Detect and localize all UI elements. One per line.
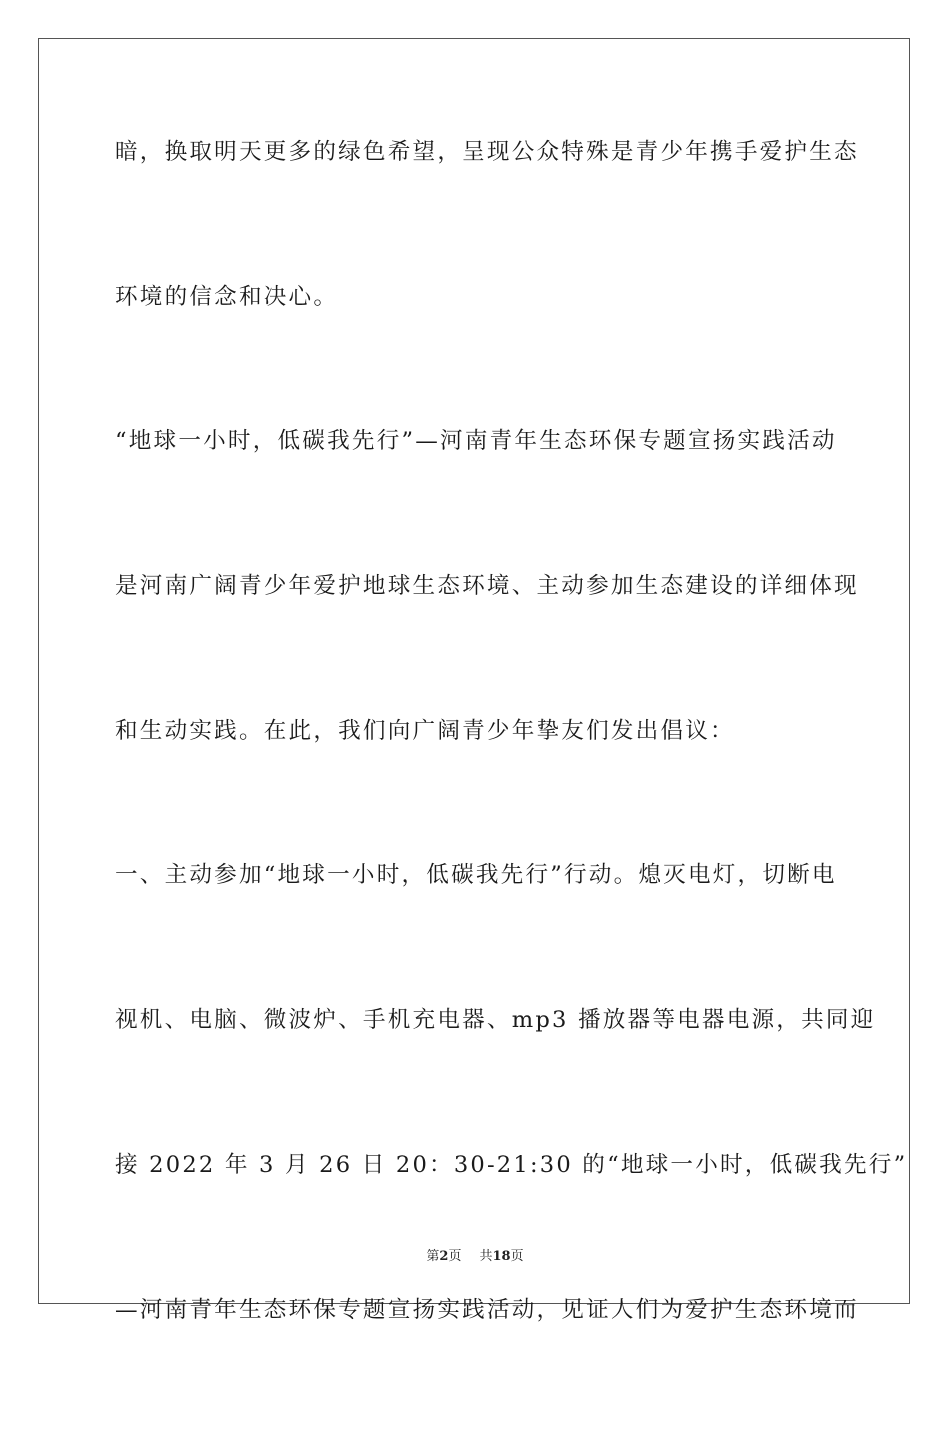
text-line: 和生动实践。在此，我们向广阔青少年挚友们发出倡议： — [115, 717, 735, 744]
text-line: “地球一小时，低碳我先行”—河南青年生态环保专题宣扬实践活动 — [115, 428, 837, 455]
document-body — [115, 130, 908, 1432]
text-line: 环境的信念和决心。 — [115, 283, 339, 310]
page-number: 2 — [439, 1249, 449, 1264]
page-prefix: 第 — [426, 1249, 440, 1264]
page-suffix: 页 — [448, 1249, 462, 1264]
total-prefix: 共 — [479, 1249, 493, 1264]
text-line: 是河南广阔青少年爱护地球生态环境、主动参加生态建设的详细体现 — [115, 573, 859, 600]
total-suffix: 页 — [510, 1249, 524, 1264]
text-line: 一、主动参加“地球一小时，低碳我先行”行动。熄灭电灯，切断电 — [115, 862, 837, 889]
text-line: 暗，换取明天更多的绿色希望，呈现公众特殊是青少年携手爱护生态 — [115, 139, 859, 165]
page-footer — [0, 1247, 950, 1267]
total-pages: 18 — [492, 1249, 511, 1264]
text-line: 接 2022 年 3 月 26 日 20：30-21:30 的“地球一小时，低碳我先行” — [115, 1151, 908, 1178]
text-line: 视机、电脑、微波炉、手机充电器、mp3 播放器等电器电源，共同迎 — [115, 1007, 876, 1034]
text-line: —河南青年生态环保专题宣扬实践活动，见证人们为爱护生态环境而 — [115, 1296, 859, 1323]
